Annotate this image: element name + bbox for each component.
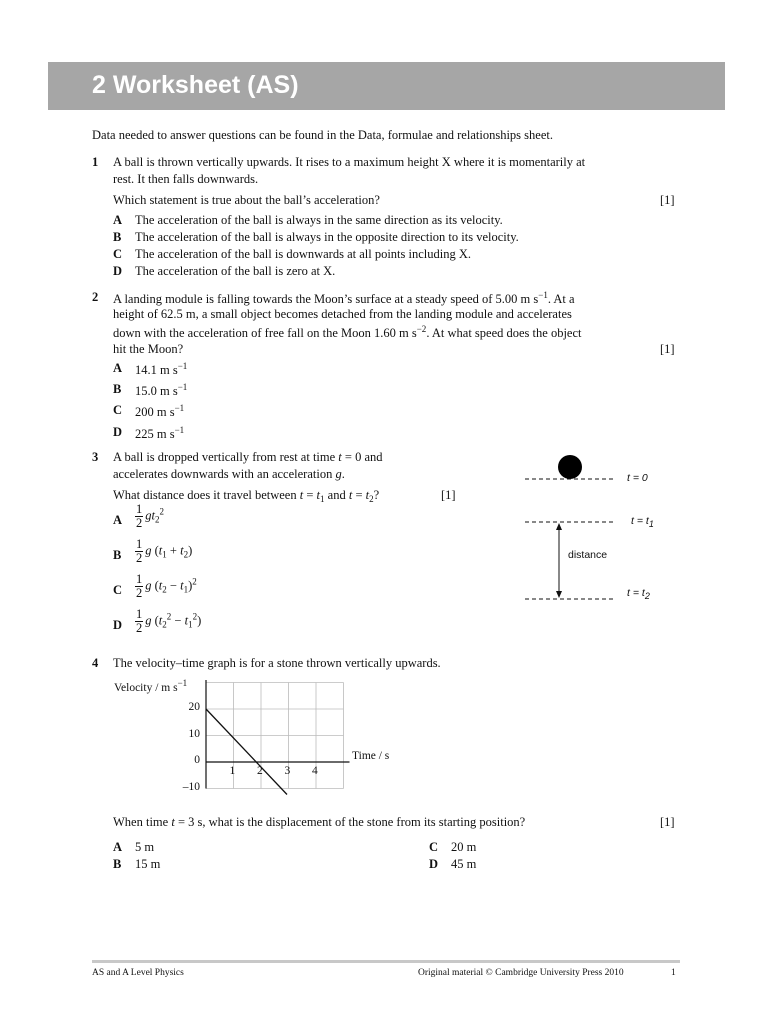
graph-grid — [206, 683, 344, 789]
option-text: 200 m $s^{-1}$ — [135, 403, 185, 419]
option-letter: B — [113, 382, 122, 396]
question-text: The velocity–time graph is for a stone thrown vertically upwards. — [113, 656, 441, 670]
worksheet-banner — [48, 62, 725, 110]
option-letter: A — [113, 840, 123, 854]
option-formula: $\frac{1}{2}$ g $(t_2^2 - t_1^2)$ — [136, 607, 202, 635]
option-text: The acceleration of the ball is downwards at all points including X. — [135, 247, 472, 261]
footer-copyright: Original material © Cambridge University Press 2010 — [418, 968, 624, 978]
label-t1: $t = t_1$ — [631, 515, 654, 529]
option-text: 15 m — [135, 857, 161, 871]
intro-text: Data needed to answer questions can be found in the Data, formulae and relationships sheet. — [92, 128, 553, 142]
graph-ylabel: Velocity / m $s^{-1}$ — [114, 678, 188, 694]
mark-label: [1] — [660, 193, 675, 207]
option-text: 15.0 m $s^{-1}$ — [135, 382, 188, 398]
option-letter: D — [113, 264, 123, 278]
page-title: 2 Worksheet (AS) — [92, 71, 299, 99]
graph-axes — [206, 680, 350, 789]
option-formula: $\frac{1}{2}$ $gt_2^2$ — [136, 502, 164, 530]
label-t0: t = 0 — [627, 472, 648, 484]
mark-label: [1] — [441, 488, 456, 502]
option-letter: C — [113, 403, 123, 417]
option-letter: D — [113, 618, 123, 632]
option-letter: C — [113, 583, 123, 597]
y-tick-label: 0 — [194, 754, 200, 766]
question-text: rest. It then falls downwards. — [113, 172, 259, 186]
option-letter: A — [113, 361, 123, 375]
question-text: hit the Moon? — [113, 342, 184, 356]
arrow-head-up — [556, 523, 562, 530]
question-prompt: When time t = 3 s, what is the displacement of the stone from its starting position? — [113, 815, 526, 829]
option-formula: $\frac{1}{2}$ g $(t_1 + t_2)$ — [136, 537, 193, 565]
y-tick-label: –10 — [182, 780, 200, 793]
arrow-head-down — [556, 591, 562, 598]
question-prompt: What distance does it travel between $t = t_1$ and $t = t_2$? — [113, 488, 380, 504]
option-text: 5 m — [135, 840, 155, 854]
option-letter: C — [113, 247, 123, 261]
falling-ball-diagram — [515, 450, 675, 610]
option-letter: B — [113, 230, 122, 244]
mark-label: [1] — [660, 342, 675, 356]
option-letter: B — [113, 548, 122, 562]
question-prompt: Which statement is true about the ball’s acceleration? — [113, 193, 380, 207]
option-letter: A — [113, 513, 123, 527]
question-text: height of 62.5 m, a small object becomes detached from the landing module and accelerates — [113, 307, 572, 321]
option-letter: C — [429, 840, 439, 854]
option-text: The acceleration of the ball is always in the same direction as its velocity. — [135, 213, 503, 227]
question-text: accelerates downwards with an acceleration g. — [113, 467, 345, 481]
option-text: 45 m — [451, 857, 477, 871]
question-text: A ball is dropped vertically from rest at time t = 0 and — [113, 450, 383, 464]
label-t2: $t = t_2$ — [627, 587, 650, 601]
ball-icon — [558, 455, 582, 479]
option-letter: B — [113, 857, 122, 871]
page-number: 1 — [671, 968, 676, 978]
question-number: 1 — [92, 155, 99, 169]
footer-left: AS and A Level Physics — [92, 968, 184, 978]
option-text: The acceleration of the ball is always in the opposite direction to its velocity. — [135, 230, 519, 244]
question-number: 4 — [92, 656, 99, 670]
option-text: The acceleration of the ball is zero at X. — [135, 264, 336, 278]
x-tick-label: 3 — [284, 765, 291, 777]
x-tick-label: 2 — [257, 765, 263, 777]
velocity-series-line — [206, 709, 287, 795]
x-tick-label: 1 — [229, 765, 236, 777]
option-text: 20 m — [451, 840, 477, 854]
mark-label: [1] — [660, 815, 675, 829]
footer-divider — [92, 960, 680, 963]
label-distance: distance — [568, 549, 608, 561]
option-letter: D — [429, 857, 439, 871]
option-formula: $\frac{1}{2}$ g $(t_2 - t_1)^2$ — [136, 572, 197, 600]
option-text: 14.1 m $s^{-1}$ — [135, 361, 188, 377]
question-number: 2 — [92, 290, 99, 304]
graph-xlabel: Time / s — [352, 750, 390, 762]
option-letter: A — [113, 213, 123, 227]
question-text: A landing module is falling towards the Moon’s surface at a steady speed of 5.00 m $s^{-1}$. At a — [113, 290, 575, 306]
question-number: 3 — [92, 450, 99, 464]
question-text: A ball is thrown vertically upwards. It rises to a maximum height X where it is momentarily at — [113, 155, 586, 169]
option-text: 225 m $s^{-1}$ — [135, 425, 185, 441]
y-tick-label: 20 — [188, 701, 200, 713]
x-tick-label: 4 — [312, 765, 318, 777]
question-text: down with the acceleration of free fall on the Moon 1.60 m $s^{-2}$. At what speed does the object — [113, 324, 582, 340]
y-tick-label: 10 — [188, 727, 200, 740]
option-letter: D — [113, 425, 123, 439]
